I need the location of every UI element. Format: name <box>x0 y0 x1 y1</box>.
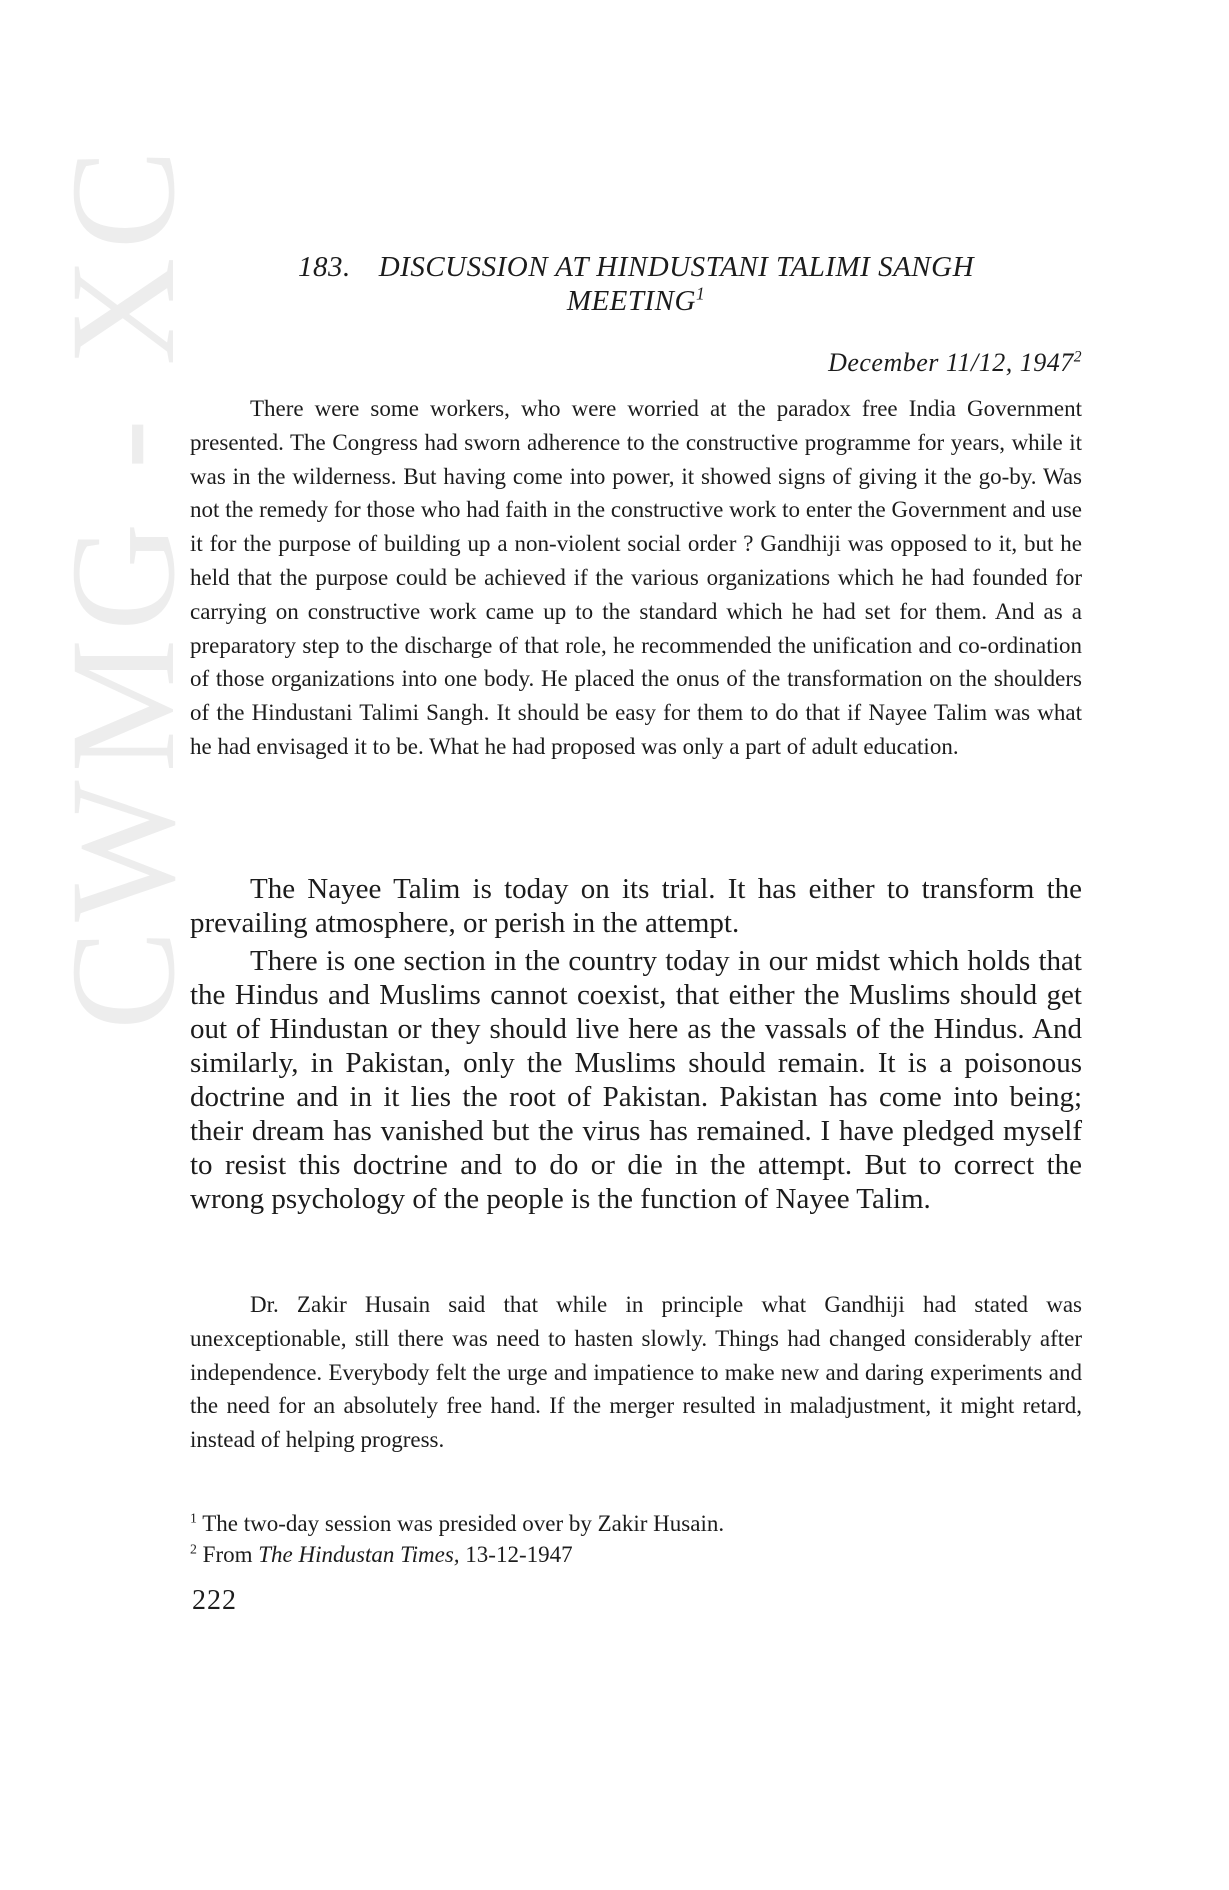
footnote-2-source-title: The Hindustan Times, <box>258 1542 460 1567</box>
document-number: 183. <box>297 251 351 283</box>
footnote-2-prefix: From <box>202 1542 253 1567</box>
paragraph-3-quote: There is one section in the country today in our midst which holds that the Hindus and Muslims cannot coexist, that either the Muslims should get out of Hindustan or they should live here as the vassals of the Hindus. And similarly, in Pakistan, only the Muslims should remain. It is a poisonous doctrine and in it lies the root of Pakistan. Pakistan has come into being; their dream has vanished but the virus has remained. I have pledged myself to resist this doctrine and to do or die in the attempt. But to correct the wrong psychology of the people is the function of Nayee Talim. <box>190 945 1082 1215</box>
document-heading <box>190 250 1082 318</box>
dateline <box>828 348 1082 378</box>
document-title-line-2: MEETING <box>566 285 696 317</box>
footnote-ref-2: 2 <box>1073 348 1082 366</box>
dateline-text: December 11/12, 1947 <box>828 348 1074 377</box>
footnote-1-marker: 1 <box>190 1510 197 1526</box>
heading-line-2 <box>190 284 1082 318</box>
paragraph-1: There were some workers, who were worried at the paradox free India Government presented. The Congress had sworn adherence to the constructive programme for years, while it was in the wilderness. But having come into power, it showed signs of giving it the go-by. Was not the remedy for those who had faith in the constructive work to enter the Government and use it for the purpose of building up a non-violent social order ? Gandhiji was opposed to it, but he held that the purpose could be achieved if the various organizations which he had founded for carrying on constructive work came up to the standard which he had set for them. And as a preparatory step to the discharge of that role, he recommended the unification and co-ordination of those organizations into one body. He placed the onus of the transformation on the shoulders of the Hindustani Talimi Sangh. It should be easy for them to do that if Nayee Talim was what he had envisaged it to be. What he had proposed was only a part of adult education. <box>190 396 1082 759</box>
document-title-line-1: DISCUSSION AT HINDUSTANI TALIMI SANGH <box>378 251 975 283</box>
footnote-2-marker: 2 <box>190 1541 197 1557</box>
watermark: CWMG - XC <box>40 141 206 1030</box>
footnote-1 <box>190 1508 1082 1539</box>
footnote-ref-1: 1 <box>695 283 706 304</box>
footnote-2 <box>190 1539 1082 1570</box>
footnote-1-text: The two-day session was presided over by Zakir Husain. <box>202 1511 725 1536</box>
footnotes <box>190 1508 1082 1570</box>
heading-line-1 <box>190 250 1082 284</box>
paragraph-4: Dr. Zakir Husain said that while in principle what Gandhiji had stated was unexceptionable, still there was need to hasten slowly. Things had changed considerably after independence. Everybody felt the urge and impatience to make new and daring experiments and the need for an absolutely free hand. If the merger resulted in maladjustment, it might retard, instead of helping progress. <box>190 1292 1082 1453</box>
page-number: 222 <box>192 1585 237 1616</box>
paragraph-2-quote: The Nayee Talim is today on its trial. It has either to transform the prevailing atmosphere, or perish in the attempt. <box>190 873 1082 939</box>
footnote-2-date: 13-12-1947 <box>465 1542 573 1567</box>
